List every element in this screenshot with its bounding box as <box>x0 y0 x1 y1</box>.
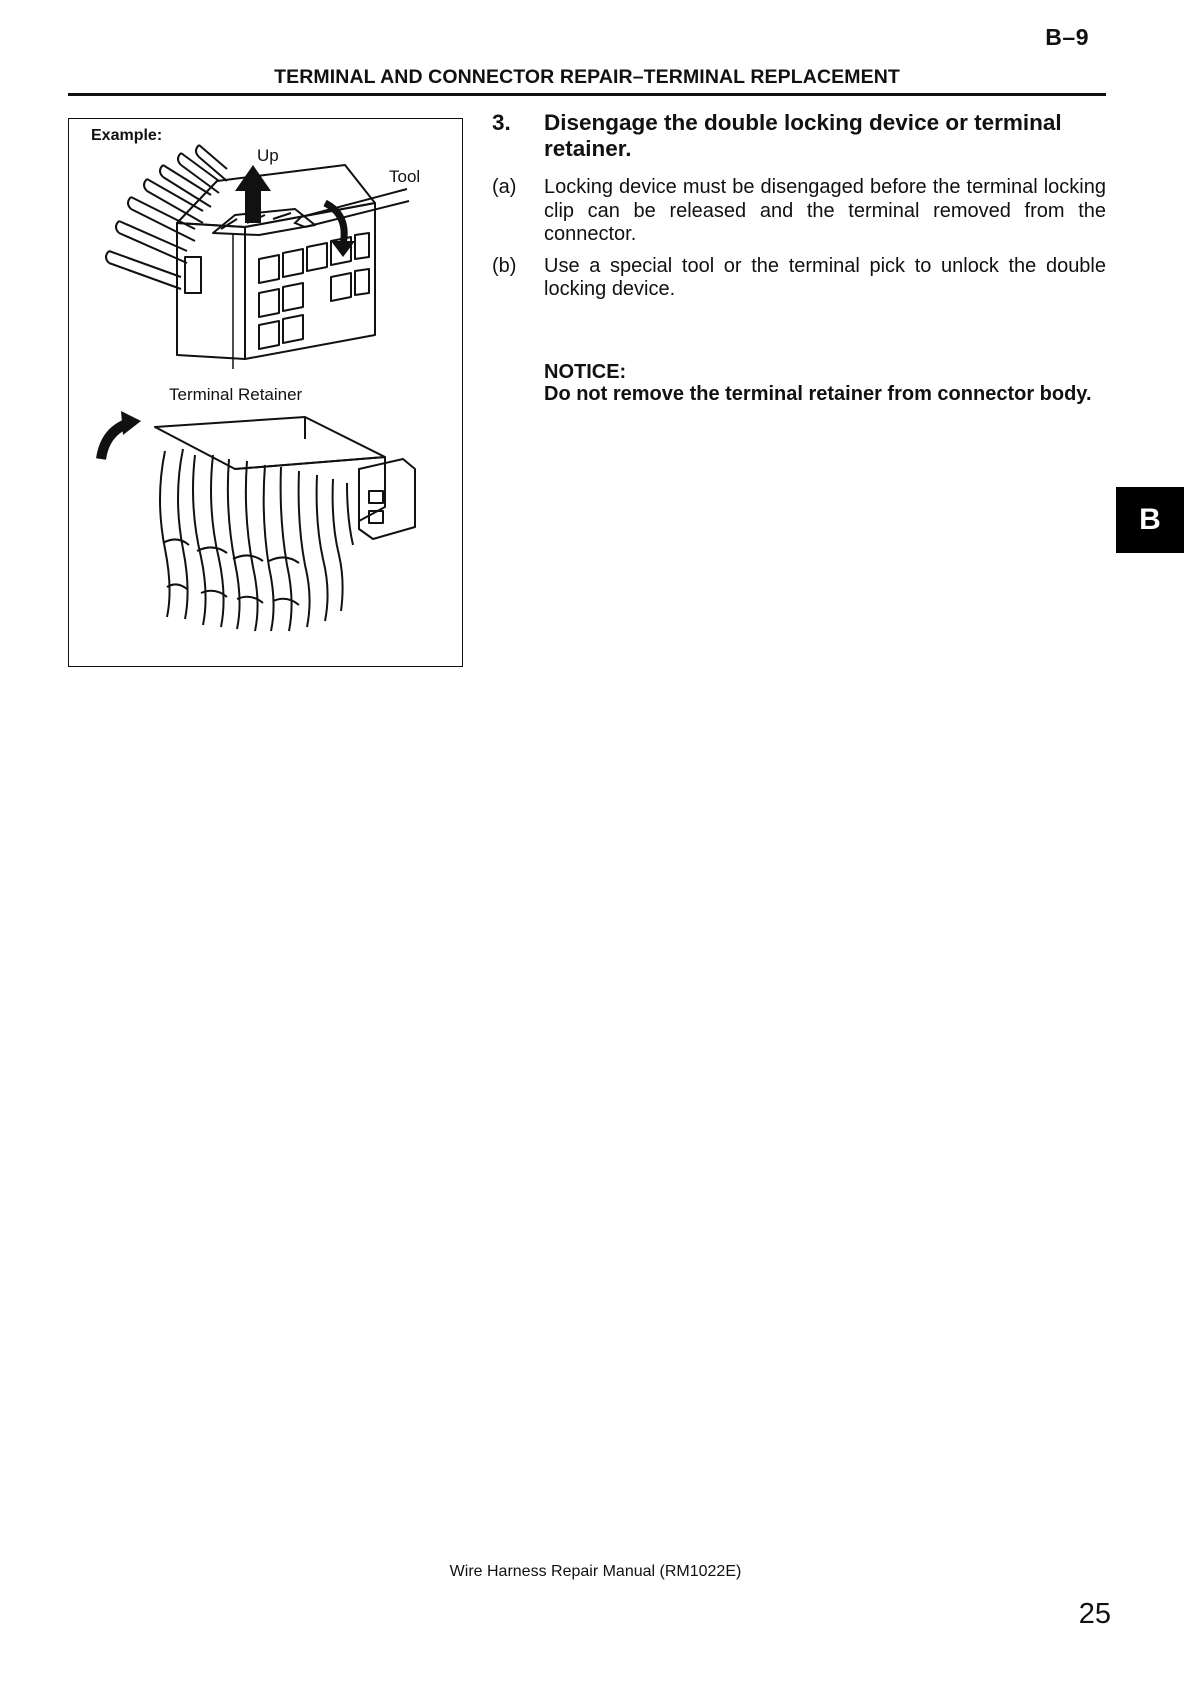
step-title: Disengage the double locking device or terminal retainer. <box>544 110 1062 161</box>
footer-manual-title: Wire Harness Repair Manual (RM1022E) <box>449 1563 742 1580</box>
figure-up-label: Up <box>257 146 279 165</box>
notice-text: Do not remove the terminal retainer from connector body. <box>544 383 1092 405</box>
page-code: B–9 <box>1045 24 1089 50</box>
content-column <box>492 110 1106 406</box>
substep-letter: (a) <box>492 176 517 198</box>
substep-a <box>492 176 1106 247</box>
substep-letter: (b) <box>492 254 517 277</box>
notice-block <box>492 361 1106 406</box>
section-title: TERMINAL AND CONNECTOR REPAIR–TERMINAL REPLACEMENT <box>274 66 900 88</box>
step-heading <box>492 110 1106 162</box>
figure-retainer-label: Terminal Retainer <box>169 385 303 404</box>
figure-box <box>68 118 463 667</box>
substep-b <box>492 255 1106 302</box>
figure-example-label: Example: <box>91 127 163 144</box>
figure-tool-label: Tool <box>389 167 421 186</box>
substep-text: Use a special tool or the terminal pick to unlock the double locking device. <box>544 254 1106 300</box>
header-rule <box>68 93 1106 96</box>
rotate-arrow-icon <box>101 411 141 459</box>
substep-text: Locking device must be disengaged before the terminal locking clip can be released and the terminal removed from the connector. <box>544 176 1106 245</box>
lower-connector-drawing <box>155 417 415 631</box>
notice-heading: NOTICE: <box>544 360 627 383</box>
section-side-tab: B <box>1116 487 1184 553</box>
step-number: 3. <box>492 110 511 135</box>
page-number: 25 <box>1078 1598 1111 1630</box>
upper-connector-drawing <box>106 145 375 359</box>
